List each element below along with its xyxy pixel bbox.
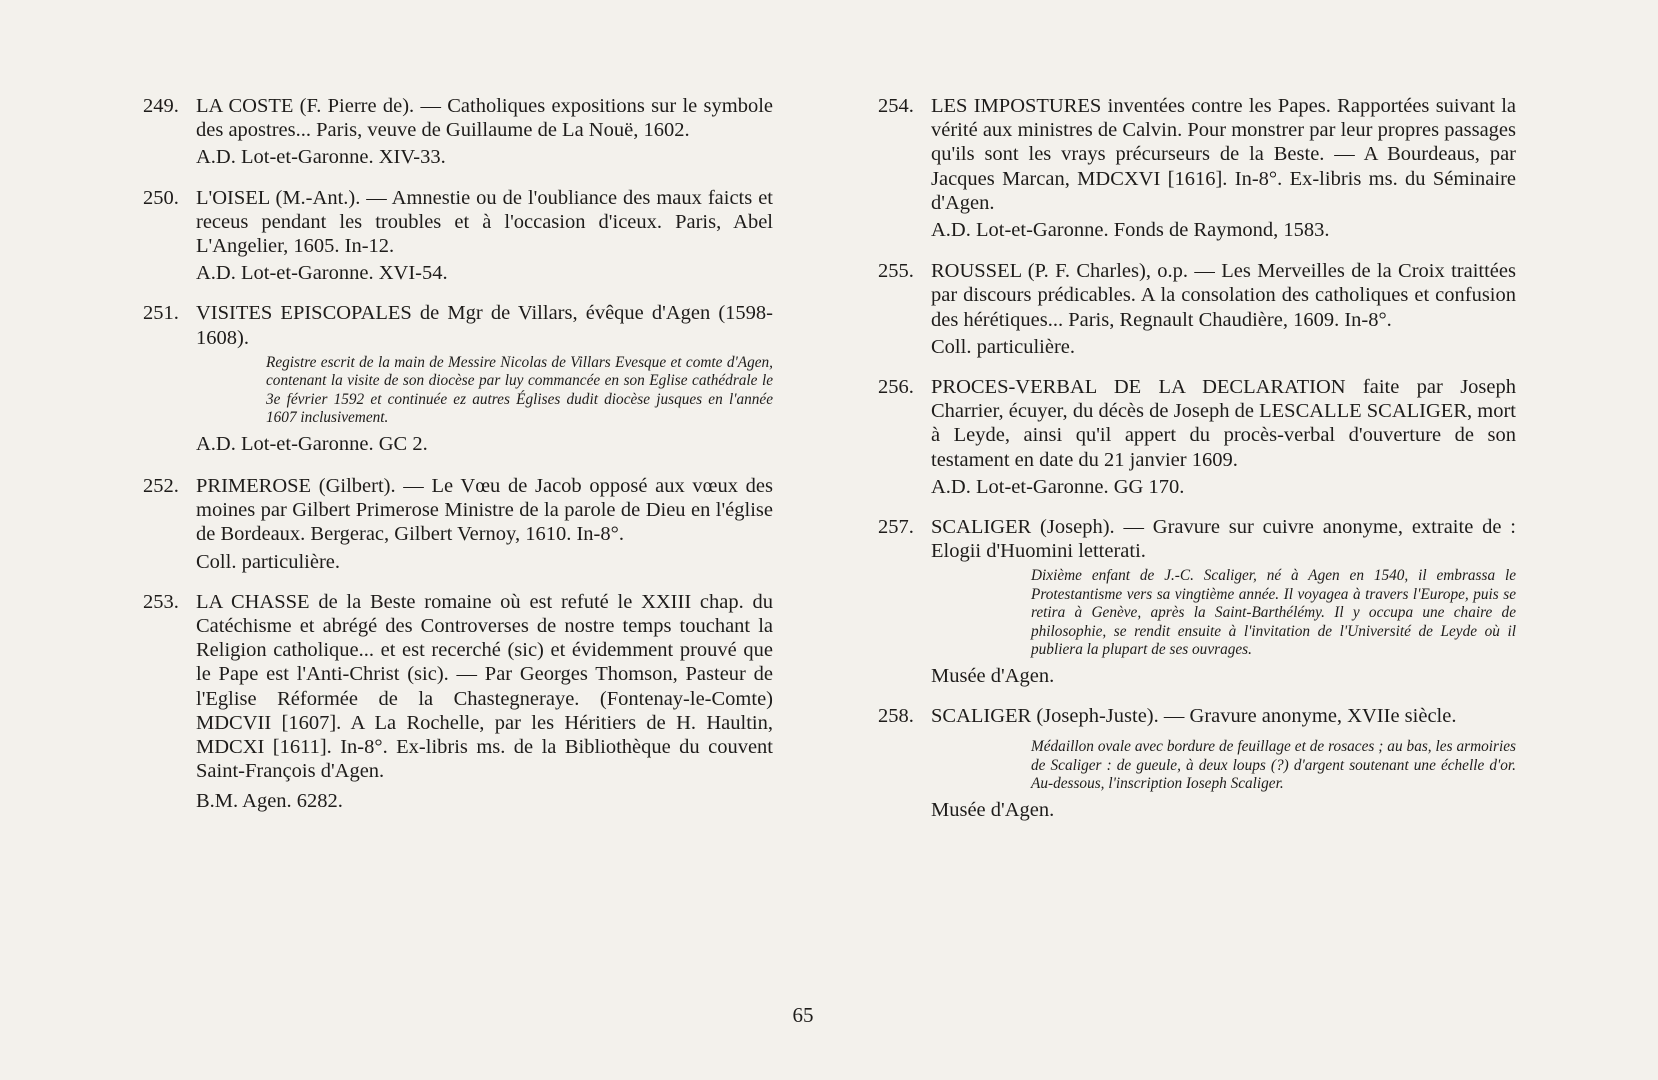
catalogue-entry [878,259,1516,359]
entry-note: Médaillon ovale avec bordure de feuillage et de rosaces ; au bas, les armoiries de Scaliger : de gueule, à deux loups (?) d'argent soutenant une échelle d'or. Au-dessous, l'inscription Ioseph Scaliger. [1031,738,1516,793]
catalogue-entry [143,474,773,574]
entry-text: SCALIGER (Joseph-Juste). — Gravure anonyme, XVIIe siècle. [931,705,1457,728]
entry-number: 258. [878,705,914,728]
entry-number: 256. [878,376,914,399]
entry-number: 257. [878,516,914,539]
catalogue-entry [878,704,1516,822]
entry-text: L'OISEL (M.-Ant.). — Amnestie ou de l'oubliance des maux faicts et receus pendant les troubles et à l'occasion d'iceux. Paris, Abel L'Angelier, 1605. In-12. [196,186,773,258]
page-number: 65 [792,1003,814,1027]
entry-text: ROUSSEL (P. F. Charles), o.p. — Les Merveilles de la Croix traittées par discours prédicables. A la consolation des catholiques et confusion des hérétiques... Paris, Regnault Chaudière, 1609. In-8°. [931,260,1516,331]
entry-text: VISITES EPISCOPALES de Mgr de Villars, évêque d'Agen (1598-1608). [196,302,773,349]
entry-text: LES IMPOSTURES inventées contre les Papes. Rapportées suivant la vérité aux ministres de Calvin. Pour monstrer par leur propres passages qu'ils sont les vrays précurseurs de la Beste. — A Bourdeaus, par Jacques Marcan, MDCXVI [1616]. In-8°. Ex-libris ms. du Séminaire d'Agen. [931,95,1516,214]
entry-source: Musée d'Agen. [931,798,1055,821]
catalogue-entry [878,375,1516,499]
catalogue-entry [143,186,773,286]
entry-source: Coll. particulière. [196,550,341,573]
entry-source: Musée d'Agen. [931,664,1055,687]
entry-text: LA COSTE (F. Pierre de). — Catholiques expositions sur le symbole des apostres... Paris, veuve de Guillaume de La Nouë, 1602. [196,95,773,142]
catalogue-entry [143,590,773,814]
entry-text: PRIMEROSE (Gilbert). — Le Vœu de Jacob opposé aux vœux des moines par Gilbert Primerose Ministre de la parole de Dieu en l'église de Bordeaux. Bergerac, Gilbert Vernoy, 1610. In-8°. [196,475,773,546]
entry-number: 254. [878,95,914,117]
entry-source: A.D. Lot-et-Garonne. GG 170. [931,475,1185,498]
entry-source: A.D. Lot-et-Garonne. XIV-33. [196,146,446,169]
catalogue-entry [878,515,1516,688]
entry-source: A.D. Lot-et-Garonne. GC 2. [196,432,428,455]
entry-note: Dixième enfant de J.-C. Scaliger, né à Agen en 1540, il embrassa le Protestantisme vers sa vingtième année. Il voyagea à travers l'Europe, puis se retira à Genève, après la Saint-Barthélémy. Il y occupa une chaire de philosophie, se rendit ensuite à l'invitation de l'Université de Leyde où il publiera la plupart de ses ouvrages. [1031,567,1516,659]
entry-number: 251. [143,302,179,325]
catalogue-entry [143,94,773,170]
entry-note: Registre escrit de la main de Messire Nicolas de Villars Evesque et comte d'Agen, contenant la visite de son diocèse par luy commancée en son Eglise cathédrale le 3e février 1592 et continuée ez autres Églises dudit diocèse jusques en l'année 1607 inclusivement. [266,353,773,427]
entry-number: 249. [143,95,179,117]
entry-source: B.M. Agen. 6282. [196,790,343,813]
entry-source: A.D. Lot-et-Garonne. Fonds de Raymond, 1583. [931,219,1330,242]
entry-text: SCALIGER (Joseph). — Gravure sur cuivre anonyme, extraite de : Elogii d'Huomini letterati. [931,516,1516,563]
entry-number: 252. [143,475,179,498]
left-column [143,94,773,814]
catalogue-entry [143,301,773,456]
entry-text: LA CHASSE de la Beste romaine où est refuté le XXIII chap. du Catéchisme et abrégé des Controverses de nostre temps touchant la Religion catholique... et est recerché (sic) et évidemment prouvé que le Pape est l'Anti-Christ (sic). — Par Georges Thomson, Pasteur de l'Eglise Réformée de la Chastegneraye. (Fontenay-le-Comte) MDCVII [1607]. A La Rochelle, par les Héritiers de H. Haultin, MDCXI [1611]. In-8°. Ex-libris ms. de la Bibliothèque du couvent Saint-François d'Agen. [196,590,773,783]
entry-source: Coll. particulière. [931,335,1076,358]
entry-number: 253. [143,590,179,613]
entry-source: A.D. Lot-et-Garonne. XVI-54. [196,262,448,285]
entry-number: 250. [143,186,179,209]
catalogue-entry [878,94,1516,242]
right-column [878,94,1516,822]
entry-text: PROCES-VERBAL DE LA DECLARATION faite par Joseph Charrier, écuyer, du décès de Joseph de LESCALLE SCALIGER, mort à Leyde, ainsi qu'il appert du procès-verbal d'ouverture de son testament en date du 21 janvier 1609. [931,376,1516,471]
entry-number: 255. [878,260,914,283]
